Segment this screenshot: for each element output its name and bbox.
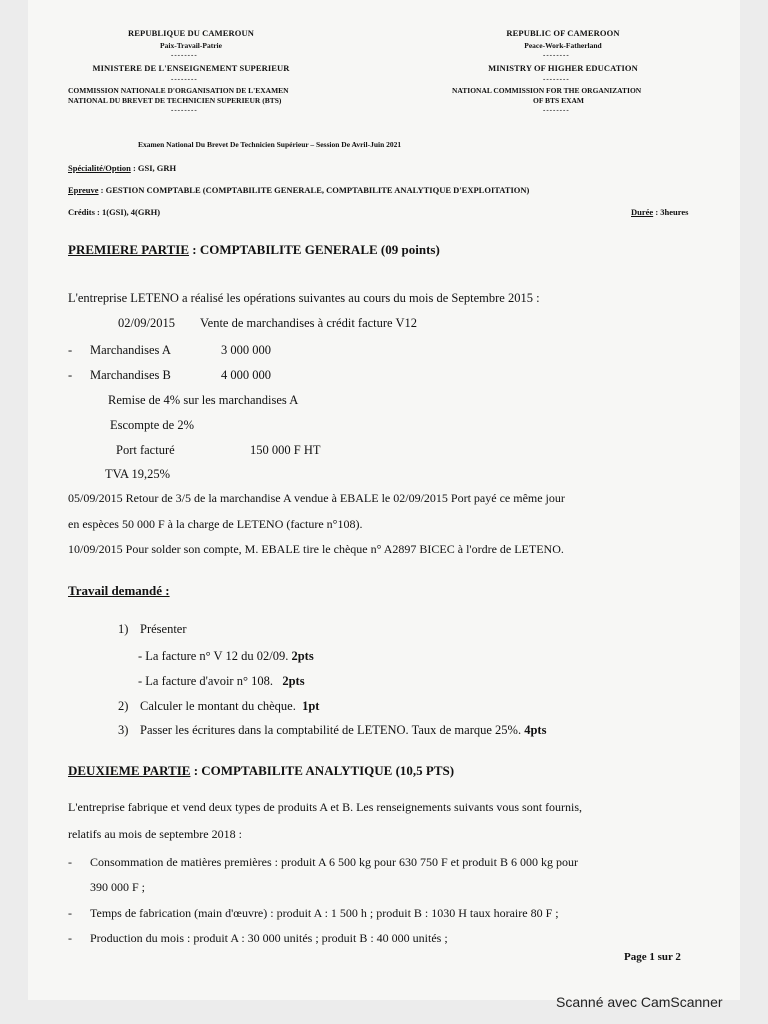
header-right-line2: Peace-Work-Fatherland — [524, 41, 602, 50]
q3-line — [140, 723, 546, 738]
q2-points: 1pt — [302, 699, 320, 713]
tva-line: TVA 19,25% — [105, 467, 171, 481]
part2-intro1: L'entreprise fabrique et vend deux types de produits A et B. Les renseignements suivants vous sont fournis, — [68, 800, 583, 814]
bullet2-label: Marchandises B — [90, 368, 171, 382]
bullet2-value: 4 000 000 — [221, 368, 271, 382]
header-left-ministry: MINISTERE DE L'ENSEIGNEMENT SUPERIEUR — [92, 63, 290, 73]
q2-number: 2) — [118, 699, 129, 713]
part2-bullet3: Production du mois : produit A : 30 000 unités ; produit B : 40 000 unités ; — [90, 931, 448, 945]
part2-bullet2: Temps de fabrication (main d'œuvre) : produit A : 1 500 h ; produit B : 1030 H taux horaire 80 F ; — [90, 906, 559, 920]
op2-line2: en espèces 50 000 F à la charge de LETENO (facture n°108). — [68, 517, 363, 531]
q1-number: 1) — [118, 622, 129, 636]
part2-title — [68, 763, 454, 779]
part2-intro2: relatifs au mois de septembre 2018 : — [68, 827, 242, 841]
header-right-line1: REPUBLIC OF CAMEROON — [506, 28, 620, 38]
header-left-line1: REPUBLIQUE DU CAMEROUN — [128, 28, 254, 38]
q2-line — [140, 699, 319, 714]
op1-date: 02/09/2015 — [118, 316, 175, 330]
q1b-points: 2pts — [282, 674, 305, 688]
bullet-dash: - — [68, 931, 72, 945]
bullet-dash: - — [68, 368, 73, 382]
q1a-line — [138, 649, 314, 664]
document-page — [28, 0, 740, 1000]
part2-bullet1-line2: 390 000 F ; — [90, 880, 146, 894]
camscanner-watermark: Scanné avec CamScanner — [556, 994, 723, 1010]
q1b-text: - La facture d'avoir n° 108. — [138, 674, 273, 688]
escompte-line: Escompte de 2% — [110, 418, 195, 432]
header-right-ministry: MINISTRY OF HIGHER EDUCATION — [488, 63, 638, 73]
epreuve-value: : GESTION COMPTABLE (COMPTABILITE GENERALE, COMPTABILITE ANALYTIQUE D'EXPLOITATION) — [100, 185, 530, 195]
op2-line1: 05/09/2015 Retour de 3/5 de la marchandise A vendue à EBALE le 02/09/2015 Port payé ce même jour — [68, 491, 565, 505]
travail-demande — [68, 583, 170, 599]
q3-points: 4pts — [524, 723, 547, 737]
credits-line: Crédits : 1(GSI), 4(GRH) — [68, 207, 161, 217]
part1-title-rest: : COMPTABILITE GENERALE (09 points) — [189, 242, 440, 257]
part2-title-underlined: DEUXIEME PARTIE — [68, 763, 191, 778]
header-left-commission: COMMISSION NATIONALE D'ORGANISATION DE L'EXAMEN — [68, 86, 289, 95]
travail-label: Travail demandé : — [68, 583, 170, 598]
speciality-line — [68, 163, 176, 173]
port-label: Port facturé — [116, 443, 175, 457]
header-left-dots2: -------- — [171, 75, 198, 83]
epreuve-label: Epreuve — [68, 185, 99, 195]
page-number: Page 1 sur 2 — [624, 951, 681, 963]
bullet-dash: - — [68, 906, 72, 920]
q1a-text: - La facture n° V 12 du 02/09. — [138, 649, 289, 663]
part1-title-underlined: PREMIERE PARTIE — [68, 242, 190, 257]
port-value: 150 000 F HT — [250, 443, 321, 457]
duree-line — [631, 207, 688, 217]
q3-number: 3) — [118, 723, 129, 737]
remise-line: Remise de 4% sur les marchandises A — [108, 393, 299, 407]
speciality-value: : GSI, GRH — [132, 163, 177, 173]
header-right-dots1: -------- — [543, 51, 570, 59]
header-left-commission-2: NATIONAL DU BREVET DE TECHNICIEN SUPERIEUR (BTS) — [68, 96, 282, 105]
q1a-points: 2pts — [291, 649, 314, 663]
q3-text: Passer les écritures dans la comptabilité de LETENO. Taux de marque 25%. — [140, 723, 522, 737]
exam-title: Examen National Du Brevet De Technicien Supérieur – Session De Avril-Juin 2021 — [138, 140, 402, 149]
op3-line: 10/09/2015 Pour solder son compte, M. EBALE tire le chèque n° A2897 BICEC à l'ordre de LETENO. — [68, 542, 564, 556]
header-right-commission: NATIONAL COMMISSION FOR THE ORGANIZATION — [452, 86, 642, 95]
bullet1-value: 3 000 000 — [221, 343, 271, 357]
header-right-dots2: -------- — [543, 75, 570, 83]
duree-value: : 3heures — [655, 207, 689, 217]
header-left-dots3: -------- — [171, 106, 198, 114]
part1-title — [68, 242, 440, 258]
q2-text: Calculer le montant du chèque. — [140, 699, 296, 713]
header-right-dots3: -------- — [543, 106, 570, 114]
q1-text: Présenter — [140, 622, 187, 636]
part1-intro: L'entreprise LETENO a réalisé les opérations suivantes au cours du mois de Septembre 2015 : — [68, 291, 540, 305]
q1b-line — [138, 674, 305, 689]
speciality-label: Spécialité/Option — [68, 163, 131, 173]
bullet-dash: - — [68, 343, 73, 357]
header-right-commission-2: OF BTS EXAM — [533, 96, 584, 105]
header-left-line2: Paix-Travail-Patrie — [160, 41, 222, 50]
part2-bullet1-line1: Consommation de matières premières : produit A 6 500 kg pour 630 750 F et produit B 6 000 kg pour — [90, 855, 578, 869]
epreuve-line — [68, 185, 529, 195]
op1-text: Vente de marchandises à crédit facture V12 — [200, 316, 418, 330]
part2-title-rest: : COMPTABILITE ANALYTIQUE (10,5 PTS) — [190, 763, 455, 778]
bullet1-label: Marchandises A — [90, 343, 171, 357]
bullet-dash: - — [68, 855, 72, 869]
duree-label: Durée — [631, 207, 654, 217]
header-left-dots1: -------- — [171, 51, 198, 59]
